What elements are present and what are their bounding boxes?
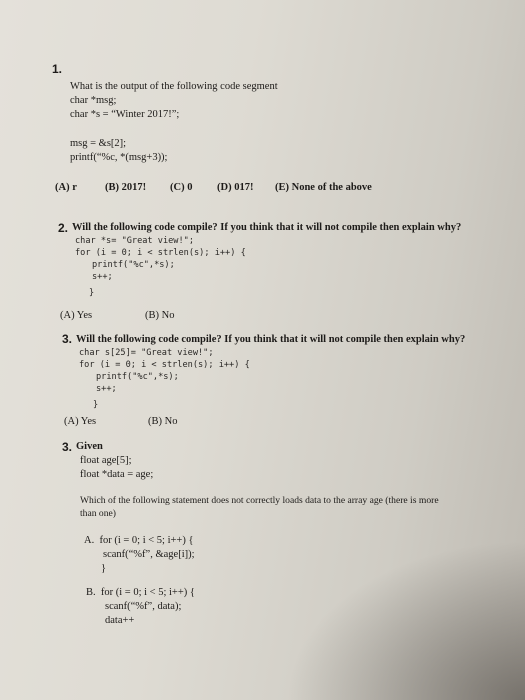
q1-option-e: (E) None of the above [275,182,372,193]
q1-number: 1. [52,62,63,76]
q4-option-a-line: } [101,563,107,574]
q4-option-b-line: B. for (i = 0; i < 5; i++) { [86,587,195,598]
q3-code-line: for (i = 0; i < strlen(s); i++) { [79,360,250,370]
q1-option-a: (A) r [55,182,77,193]
q3-number: 3. [62,332,73,346]
q4-code-line: float age[5]; [80,455,132,466]
q1-option-b: (B) 2017! [105,182,147,193]
q4-prompt: Which of the following statement does not correctly loads data to the array age (there is more [80,495,439,506]
q1-option-c: (C) 0 [170,182,193,193]
q2-option-a: (A) Yes [60,310,93,321]
q2-code-line: s++; [92,272,113,282]
q3-prompt: Will the following code compile? If you think that it will not compile then explain why? [76,334,466,345]
q2-code-line: } [89,288,95,298]
q1-option-d: (D) 017! [217,182,254,193]
q3-code-line: } [93,400,99,410]
q4-given: Given [76,441,103,452]
q4-option-a-line: A. for (i = 0; i < 5; i++) { [84,535,194,546]
q2-number: 2. [58,221,69,235]
q2-prompt: Will the following code compile? If you think that it will not compile then explain why? [72,222,462,233]
q3-code-line: s++; [96,384,117,394]
q3-option-a: (A) Yes [64,416,97,427]
q1-code-line: msg = &s[2]; [70,138,127,149]
q1-prompt: What is the output of the following code segment [70,81,278,92]
q1-code-line: char *msg; [70,95,117,106]
q4-option-b-line: data++ [105,615,135,626]
q4-number: 3. [62,440,73,454]
q3-code-line: char s[25]= "Great view!"; [79,348,214,358]
q2-code-line: char *s= "Great view!"; [75,236,194,246]
q4-prompt: than one) [80,508,116,519]
q1-code-line: printf(“%c, *(msg+3)); [70,152,168,163]
q1-code-line: char *s = “Winter 2017!”; [70,109,180,120]
q3-code-line: printf("%c",*s); [96,372,179,382]
q4-code-line: float *data = age; [80,469,154,480]
q2-code-line: for (i = 0; i < strlen(s); i++) { [75,248,246,258]
q3-option-b: (B) No [148,416,178,427]
q2-code-line: printf("%c",*s); [92,260,175,270]
shadow-overlay [285,540,525,700]
q2-option-b: (B) No [145,310,175,321]
q4-option-b-line: scanf(“%f”, data); [105,601,182,612]
q4-option-a-line: scanf(“%f”, &age[i]); [103,549,195,560]
